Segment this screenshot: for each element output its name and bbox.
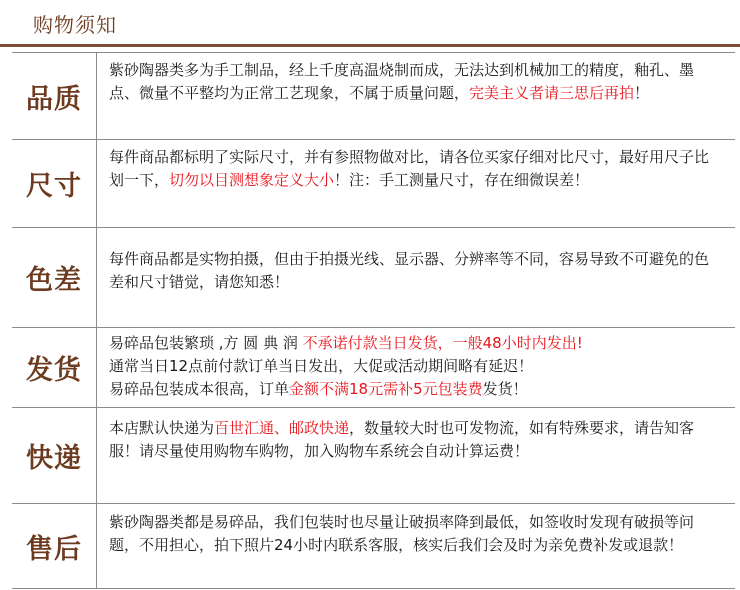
body-text: ！注：手工测量尺寸，存在细微误差！ xyxy=(334,171,590,189)
highlight-text: 百世汇通、邮政快递 xyxy=(214,419,350,437)
body-text: 易碎品包装繁琐 ,方 圆 典 润 xyxy=(109,334,303,352)
content-line xyxy=(109,378,723,401)
body-text: 每件商品都标明了实际尺寸，并有参照物做对比，请各位买家仔细对比尺寸，最好用尺子比划一下， xyxy=(109,148,710,189)
row-content xyxy=(97,328,735,407)
highlight-text: 切勿以目测想象定义大小 xyxy=(169,171,335,189)
content-line xyxy=(109,332,723,355)
header-divider xyxy=(0,44,740,47)
row-shipping xyxy=(12,328,735,408)
body-text: 每件商品都是实物拍摄，但由于拍摄光线、显示器、分辨率等不同，容易导致不可避免的色差和尺寸错觉，请您知悉！ xyxy=(109,250,710,291)
body-text: 紫砂陶器类多为手工制品，经上千度高温烧制而成，无法达到机械加工的精度，釉孔、墨点、微量不平整均为正常工艺现象，不属于质量问题， xyxy=(109,61,695,102)
page-header xyxy=(0,0,740,47)
row-label: 色差 xyxy=(12,228,97,327)
row-label: 品质 xyxy=(12,53,97,139)
row-color-difference xyxy=(12,228,735,328)
row-content xyxy=(97,53,735,139)
row-after-sales xyxy=(12,504,735,589)
highlight-text: 不承诺付款当日发货，一般48小时内发出! xyxy=(302,334,583,352)
content-line xyxy=(109,355,723,378)
body-text: 发货！ xyxy=(482,380,528,398)
row-label: 发货 xyxy=(12,328,97,407)
row-size xyxy=(12,140,735,228)
body-text: 通常当日12点前付款订单当日发出，大促或活动期间略有延迟！ xyxy=(109,357,534,375)
body-text: 易碎品包装成本很高，订单 xyxy=(109,380,290,398)
highlight-text: 金额不满18元需补5元包装费 xyxy=(289,380,483,398)
row-courier xyxy=(12,408,735,504)
body-text: ！ xyxy=(634,84,650,102)
row-content xyxy=(97,140,735,227)
row-content xyxy=(97,408,735,503)
notice-table xyxy=(12,52,735,589)
row-label: 快递 xyxy=(12,408,97,503)
row-label: 尺寸 xyxy=(12,140,97,227)
highlight-text: 完美主义者请三思后再拍 xyxy=(469,84,635,102)
page-title: 购物须知 xyxy=(33,13,117,37)
body-text: 紫砂陶器类都是易碎品，我们包装时也尽量让破损率降到最低，如签收时发现有破损等问题，不用担心，拍下照片24小时内联系客服，核实后我们会及时为亲免费补发或退款！ xyxy=(109,513,695,554)
row-label: 售后 xyxy=(12,504,97,588)
body-text: 本店默认快递为 xyxy=(109,419,215,437)
body-text: ，数量较大时也可发物流，如有特殊要求，请告知客服！请尽量使用购物车购物，加入购物车系统会自动计算运费！ xyxy=(109,419,695,460)
row-content xyxy=(97,228,735,327)
row-content xyxy=(97,504,735,588)
row-quality xyxy=(12,53,735,140)
